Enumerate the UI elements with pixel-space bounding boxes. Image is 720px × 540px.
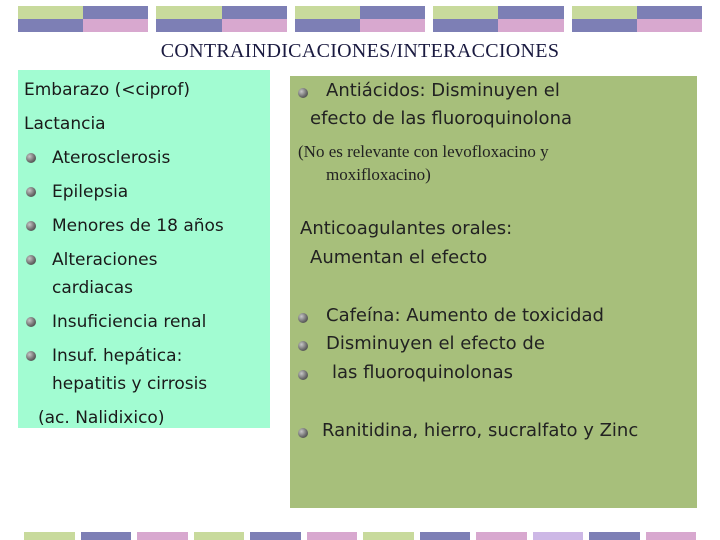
list-item [24,178,294,206]
note-line: (No es relevante con levofloxacino y [298,142,549,161]
list-item [24,212,294,240]
list-item [24,342,252,398]
list-item-text: Epilepsia [52,182,129,202]
decorative-footer-band [24,532,696,540]
bullet-icon [298,370,308,380]
list-item-text: Insuficiencia renal [52,312,207,332]
contraindication-line: Embarazo (<ciprof) [24,80,191,100]
bullet-icon [26,317,36,327]
caffeine-line: Cafeína: Aumento de toxicidad [326,305,604,326]
list-item [24,144,294,172]
bullet-icon [298,313,308,323]
contraindications-list [24,76,294,432]
anticoagulants-line: Aumentan el efecto [310,247,488,268]
list-item [24,246,202,302]
bullet-icon [26,351,36,361]
list-item-text: Alteraciones cardiacas [52,250,158,298]
contraindication-line: Lactancia [24,114,106,134]
decrease-effect-line: las fluoroquinolonas [332,362,513,383]
antacids-line: Antiácidos: Disminuyen el [326,80,560,101]
bullet-icon [298,341,308,351]
slide-title: CONTRAINDICACIONES/INTERACCIONES [160,40,560,62]
bullet-icon [26,187,36,197]
bullet-icon [298,428,308,438]
footnote: (ac. Nalidixico) [38,408,165,428]
note-line: moxifloxacino) [326,165,431,184]
ranitidine-line: Ranitidina, hierro, sucralfato y Zinc [322,420,639,441]
bullet-icon [298,88,308,98]
antacids-line: efecto de las fluoroquinolona [310,108,573,129]
list-item-text: Insuf. hepática: hepatitis y cirrosis [52,346,208,394]
decrease-effect-line: Disminuyen el efecto de [326,333,545,354]
list-item-text: Aterosclerosis [52,148,171,168]
list-item-text: Menores de 18 años [52,216,224,236]
bullet-icon [26,221,36,231]
bullet-icon [26,255,36,265]
bullet-icon [26,153,36,163]
list-item [24,308,294,336]
anticoagulants-line: Anticoagulantes orales: [300,218,513,239]
decorative-header-band [18,6,702,32]
